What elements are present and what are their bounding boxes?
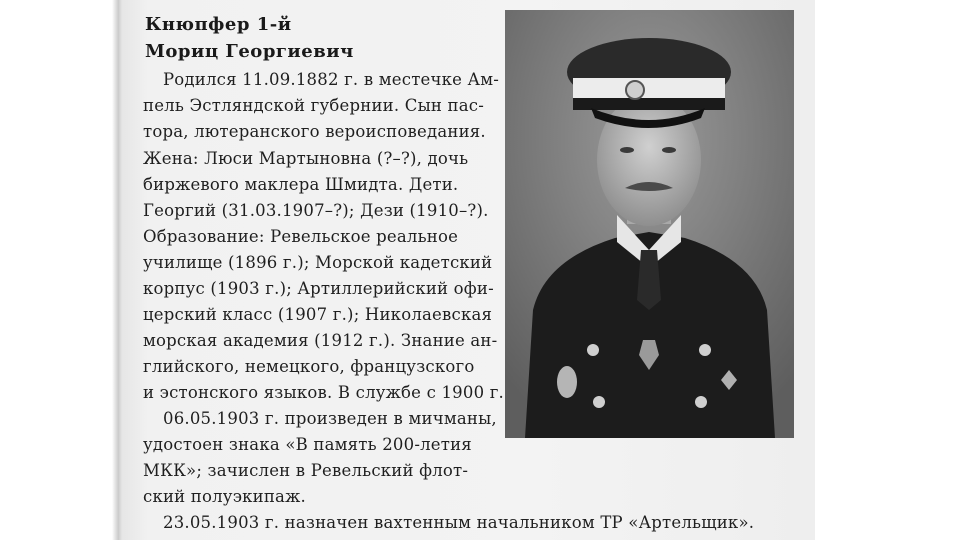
text-line: Родился 11.09.1882 г. в местечке Ам- <box>163 70 500 89</box>
text-line: корпус (1903 г.); Артиллерийский офи- <box>143 279 494 298</box>
text-line: Георгий (31.03.1907–?); Дези (1910–?). <box>143 201 489 220</box>
text-line: 23.05.1903 г. назначен вахтенным начальником ТР «Артельщик». <box>163 513 755 532</box>
text-line: и эстонского языков. В службе с 1900 г. <box>143 383 504 402</box>
text-line: морская академия (1912 г.). Знание ан- <box>143 331 498 350</box>
portrait-photo <box>505 10 794 438</box>
text-line: Жена: Люси Мартыновна (?–?), дочь <box>143 149 469 168</box>
text-line: тора, лютеранского вероисповедания. <box>143 122 486 141</box>
text-line: глийского, немецкого, французского <box>143 357 475 376</box>
page-title-name: Мориц Георгиевич <box>145 41 354 62</box>
page-title-surname: Кнюпфер 1-й <box>145 14 292 35</box>
text-line: церский класс (1907 г.); Николаевская <box>143 305 493 324</box>
text-line: 06.05.1903 г. произведен в мичманы, <box>163 409 497 428</box>
text-line: пель Эстляндской губернии. Сын пас- <box>143 96 484 115</box>
text-line: Образование: Ревельское реальное <box>143 227 459 246</box>
text-line: училище (1896 г.); Морской кадетский <box>143 253 493 272</box>
text-line: удостоен знака «В память 200-летия <box>143 435 472 454</box>
text-line: ский полуэкипаж. <box>143 487 306 506</box>
text-line: МКК»; зачислен в Ревельский флот- <box>143 461 469 480</box>
text-line: биржевого маклера Шмидта. Дети. <box>143 175 459 194</box>
portrait-photo-icon <box>505 10 794 438</box>
